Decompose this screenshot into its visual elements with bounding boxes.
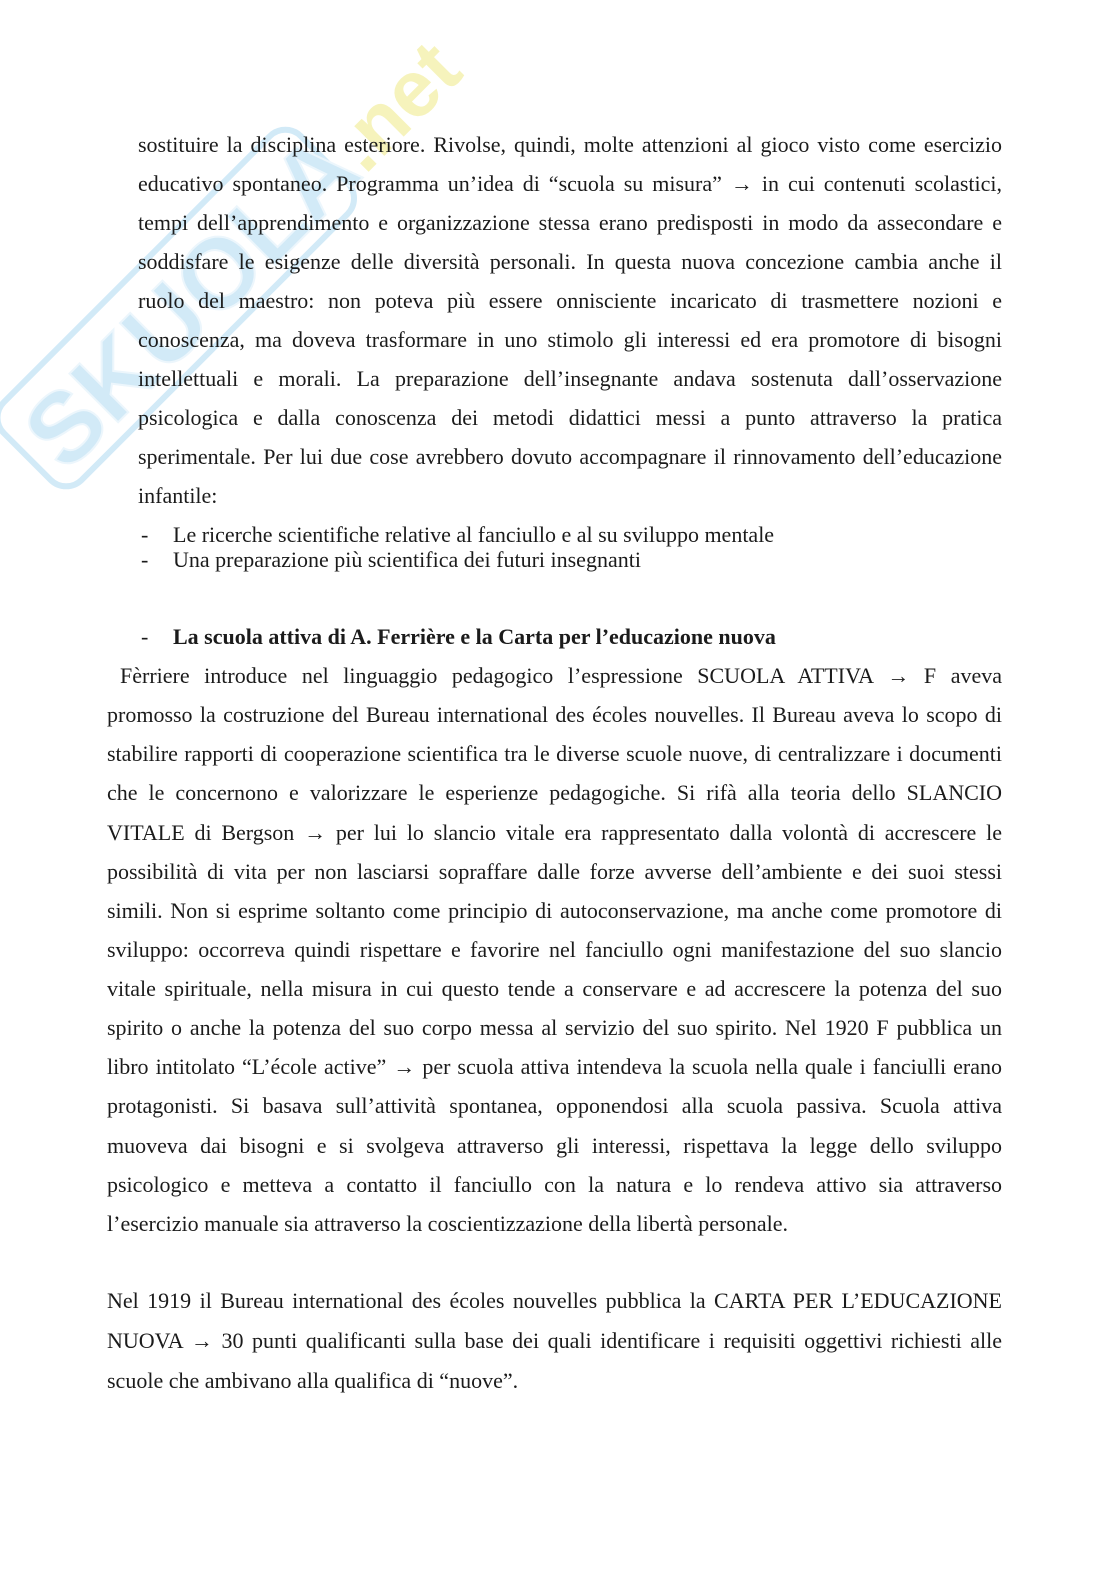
paragraph-line: Nel 1919 il Bureau international des écoles nouvelles pubblica la CARTA PER L’EDUCAZIONE bbox=[107, 1288, 1002, 1313]
paragraph-line: tempi dell’apprendimento e organizzazione stessa erano predisposti in modo da assecondare e bbox=[138, 210, 1002, 235]
bullet-list bbox=[138, 522, 1002, 572]
paragraph-line: stabilire rapporti di cooperazione scientifica tra le diverse scuole nuove, di centralizzare i documenti bbox=[107, 741, 1002, 767]
paragraph-line: libro intitolato “L’école active” → per scuola attiva intendeva la scuola nella quale i fanciulli erano bbox=[107, 1054, 1002, 1080]
list-dash: - bbox=[141, 547, 149, 572]
scuola-attiva-paragraph bbox=[107, 656, 1002, 1243]
list-item bbox=[138, 547, 1002, 572]
paragraph-line: NUOVA → 30 punti qualificanti sulla base dei quali identificare i requisiti oggettivi richiesti alle bbox=[107, 1328, 1002, 1353]
paragraph-line: protagonisti. Si basava sull’attività spontanea, opponendosi alla scuola passiva. Scuola attiva bbox=[107, 1093, 1002, 1119]
carta-paragraph bbox=[107, 1281, 1002, 1401]
paragraph-line: l’esercizio manuale sia attraverso la coscientizzazione della libertà personale. bbox=[107, 1210, 789, 1236]
paragraph-line: spirito o anche la potenza del suo corpo messa al servizio del suo spirito. Nel 1920 F pubblica un bbox=[107, 1015, 1002, 1041]
paragraph-line: sperimentale. Per lui due cose avrebbero dovuto accompagnare il rinnovamento dell’educazione bbox=[138, 444, 1002, 469]
paragraph-line: VITALE di Bergson → per lui lo slancio vitale era rappresentato dalla volontà di accrescere le bbox=[107, 819, 1002, 845]
paragraph-line: infantile: bbox=[138, 483, 218, 508]
list-item-text: Le ricerche scientifiche relative al fanciullo e al su sviluppo mentale bbox=[173, 522, 775, 547]
paragraph-line: muoveva dai bisogni e si svolgeva attraverso gli interessi, rispettava la legge dello sviluppo bbox=[107, 1132, 1002, 1158]
list-dash: - bbox=[141, 522, 149, 547]
heading-dash: - bbox=[141, 624, 149, 649]
paragraph-line: sviluppo: occorreva quindi rispettare e favorire nel fanciullo ogni manifestazione del suo slancio bbox=[107, 936, 1002, 962]
section-heading bbox=[138, 624, 1002, 649]
paragraph-line: simili. Non si esprime soltanto come principio di autoconservazione, ma anche come promotore di bbox=[107, 897, 1002, 923]
paragraph-line: promosso la costruzione del Bureau international des écoles nouvelles. Il Bureau aveva lo scopo di bbox=[107, 702, 1002, 728]
paragraph-line: Fèrriere introduce nel linguaggio pedagogico l’espressione SCUOLA ATTIVA → F aveva bbox=[120, 663, 1002, 688]
paragraph-line: intellettuali e morali. La preparazione dell’insegnante andava sostenuta dall’osservazione bbox=[138, 366, 1002, 391]
paragraph-line: educativo spontaneo. Programma un’idea di “scuola su misura” → in cui contenuti scolastici, bbox=[138, 171, 1002, 196]
paragraph-line: scuole che ambivano alla qualifica di “nuove”. bbox=[107, 1368, 519, 1393]
paragraph-line: possibilità di vita per non lasciarsi sopraffare dalle forze avverse dell’ambiente e dei suoi stessi bbox=[107, 858, 1002, 884]
watermark-text-main: SKUOLA bbox=[2, 112, 381, 490]
paragraph-line: ruolo del maestro: non poteva più essere onnisciente incaricato di trasmettere nozioni e bbox=[138, 288, 1002, 313]
paragraph-line: psicologico e metteva a contatto il fanciullo con la natura e lo rendeva attivo sia attraverso bbox=[107, 1171, 1002, 1197]
paragraph-line: che le concernono e valorizzare le esperienze pedagogiche. Si rifà alla teoria dello SLANCIO bbox=[107, 780, 1002, 806]
watermark-text-suffix: .net bbox=[313, 24, 478, 188]
intro-paragraph bbox=[138, 125, 1002, 515]
list-item-text: Una preparazione più scientifica dei futuri insegnanti bbox=[173, 547, 641, 572]
paragraph-line: conoscenza, ma doveva trasformare in uno stimolo gli interessi ed era promotore di bisogni bbox=[138, 327, 1002, 352]
paragraph-line: soddisfare le esigenze delle diversità personali. In questa nuova concezione cambia anche il bbox=[138, 249, 1002, 274]
paragraph-line: vitale spirituale, nella misura in cui questo tende a conservare e ad accrescere la potenza del suo bbox=[107, 976, 1002, 1001]
list-item bbox=[138, 522, 1002, 547]
paragraph-line: psicologica e dalla conoscenza dei metodi didattici messi a punto attraverso la pratica bbox=[138, 405, 1002, 430]
paragraph-line: sostituire la disciplina esteriore. Rivolse, quindi, molte attenzioni al gioco visto come esercizio bbox=[138, 132, 1002, 157]
heading-text: La scuola attiva di A. Ferrière e la Carta per l’educazione nuova bbox=[173, 624, 776, 649]
